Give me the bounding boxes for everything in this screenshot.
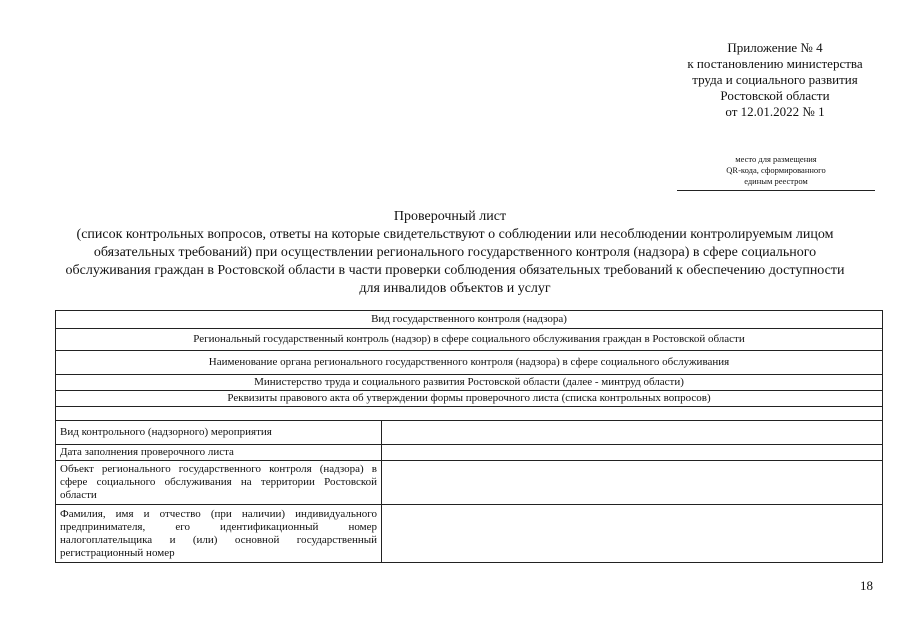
control-type-value: Региональный государственный контроль (надзор) в сфере социального обслуживания граждан в Ростовской области (56, 329, 883, 351)
authority-name-value: Министерство труда и социального развития Ростовской области (далее - минтруд области) (56, 375, 883, 391)
appendix-header (660, 40, 890, 120)
table-row (56, 329, 883, 351)
control-type-header: Вид государственного контроля (надзора) (56, 311, 883, 329)
appendix-resolution: к постановлению министерства (687, 56, 863, 71)
qr-note-line3: единым реестром (744, 176, 808, 186)
control-object-label: Объект регионального государственного контроля (надзора) в сфере социального обслуживания на территории Ростовской области (56, 461, 382, 505)
fill-date-label: Дата заполнения проверочного листа (56, 445, 382, 461)
table-row (56, 421, 883, 445)
qr-note-line2: QR-кода, сформированного (726, 165, 826, 175)
event-type-value[interactable] (382, 421, 883, 445)
table-row (56, 351, 883, 375)
table-row (56, 311, 883, 329)
appendix-ministry: труда и социального развития (692, 72, 858, 87)
table-row (56, 375, 883, 391)
table-row (56, 407, 883, 421)
table-row (56, 461, 883, 505)
table-row (56, 391, 883, 407)
document-title: Проверочный лист (393, 209, 507, 224)
legal-act-header: Реквизиты правового акта об утверждении формы проверочного листа (списка контрольных вопросов) (56, 391, 883, 407)
entrepreneur-label: Фамилия, имя и отчество (при наличии) индивидуального предпринимателя, его идентификационный номер налогоплательщика и (или) основной государственный регистрационный номер (56, 505, 382, 563)
table-row (56, 505, 883, 563)
legal-act-value (56, 407, 883, 421)
control-object-value[interactable] (382, 461, 883, 505)
page-number: 18 (860, 578, 873, 593)
event-type-label: Вид контрольного (надзорного) мероприятия (56, 421, 382, 445)
appendix-number: Приложение № 4 (727, 40, 823, 55)
checklist-table (55, 310, 883, 563)
authority-name-header: Наименование органа регионального государственного контроля (надзора) в сфере социального обслуживания (56, 351, 883, 375)
document-subtitle: (список контрольных вопросов, ответы на которые свидетельствуют о соблюдении или несоблюдении контролируемым лицом обязательных требований) при осуществлении регионального государственного контроля (надзора) в сфере социального обслуживания граждан в Ростовской области в части проверки соблюдения обязательных требований к обеспечению доступности для инвалидов объектов и услуг (65, 227, 845, 296)
qr-code-placeholder (677, 154, 875, 191)
fill-date-value[interactable] (382, 445, 883, 461)
appendix-date: от 12.01.2022 № 1 (725, 104, 825, 119)
entrepreneur-value[interactable] (382, 505, 883, 563)
qr-note-line1: место для размещения (735, 154, 817, 164)
appendix-region: Ростовской области (720, 88, 830, 103)
table-row (56, 445, 883, 461)
